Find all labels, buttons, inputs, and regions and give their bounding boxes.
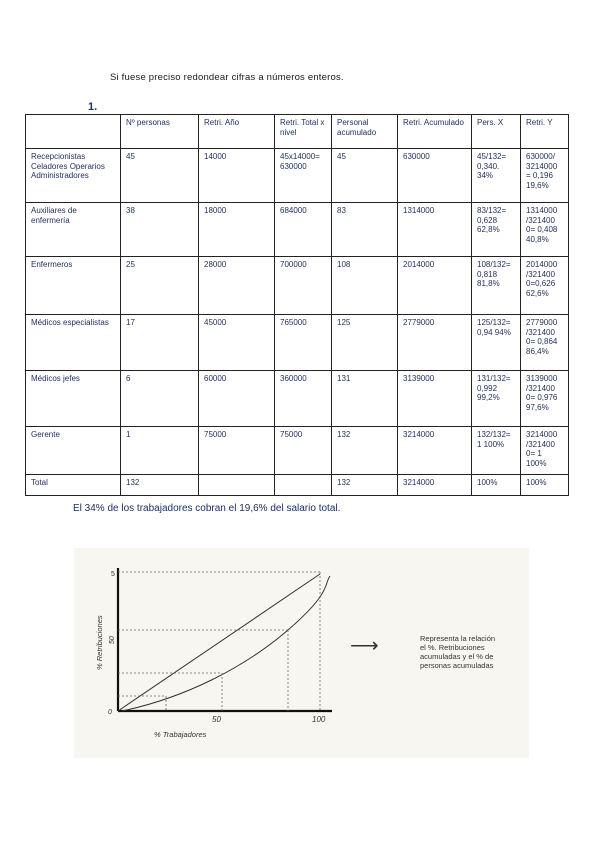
header-cell: Nº personas: [121, 115, 199, 149]
y-tick-top: 5: [111, 571, 115, 578]
cell-pers-x: 108/132= 0,818 81,8%: [472, 257, 521, 315]
cell-retri-total: 75000: [275, 427, 332, 475]
cell-personal-acum: 108: [332, 257, 398, 315]
salary-table: [25, 114, 569, 496]
table-row: [26, 203, 569, 257]
lorenz-curve-figure: [74, 548, 529, 758]
cell-pers-x: 125/132= 0,94 94%: [472, 315, 521, 371]
table-row: [26, 371, 569, 427]
cell-retri-acum: 1314000: [398, 203, 472, 257]
y-axis-label: % Retribuciones: [95, 615, 104, 670]
cell-retri-acum: 2014000: [398, 257, 472, 315]
cell-retri-anio: 18000: [199, 203, 275, 257]
cell-retri-y: 3214000 /321400 0= 1 100%: [521, 427, 569, 475]
total-personal-acum: 132: [332, 475, 398, 496]
cell-pers-x: 132/132= 1 100%: [472, 427, 521, 475]
table-row: [26, 315, 569, 371]
section-number: 1.: [88, 101, 98, 113]
total-retri-anio: [199, 475, 275, 496]
header-cell: [26, 115, 121, 149]
note-line: Representa la relación: [420, 634, 496, 643]
row-label: Médicos especialistas: [26, 315, 121, 371]
cell-retri-total: 360000: [275, 371, 332, 427]
cell-retri-total: 45x14000= 630000: [275, 149, 332, 203]
cell-retri-anio: 14000: [199, 149, 275, 203]
equality-line: [118, 574, 320, 711]
cell-pers-x: 83/132= 0,628 62,8%: [472, 203, 521, 257]
header-cell: Retri. Acumulado: [398, 115, 472, 149]
cell-personas: 45: [121, 149, 199, 203]
cell-personas: 6: [121, 371, 199, 427]
summary-text: El 34% de los trabajadores cobran el 19,6% del salario total.: [73, 503, 341, 514]
row-label: Gerente: [26, 427, 121, 475]
cell-retri-y: 2779000 /321400 0= 0,864 86,4%: [521, 315, 569, 371]
header-cell: Retri. Total x nivel: [275, 115, 332, 149]
cell-retri-acum: 3214000: [398, 427, 472, 475]
cell-retri-total: 765000: [275, 315, 332, 371]
y-tick-mid: 50: [109, 636, 116, 644]
table-header-row: [26, 115, 569, 149]
note-line: acumuladas y el % de: [420, 652, 494, 661]
table-row: [26, 427, 569, 475]
lorenz-curve: [122, 576, 330, 711]
cell-personal-acum: 83: [332, 203, 398, 257]
total-retri-total: [275, 475, 332, 496]
cell-retri-y: 2014000 /321400 0=0,626 62,6%: [521, 257, 569, 315]
intro-text: Si fuese preciso redondear cifras a números enteros.: [110, 72, 344, 83]
cell-retri-acum: 630000: [398, 149, 472, 203]
cell-retri-y: 3139000 /321400 0= 0,976 97,6%: [521, 371, 569, 427]
cell-personal-acum: 45: [332, 149, 398, 203]
total-retri-y: 100%: [521, 475, 569, 496]
cell-personal-acum: 131: [332, 371, 398, 427]
total-retri-acum: 3214000: [398, 475, 472, 496]
header-cell: Retri. Año: [199, 115, 275, 149]
cell-retri-anio: 75000: [199, 427, 275, 475]
x-tick-mid: 50: [212, 715, 221, 724]
cell-pers-x: 45/132= 0,340. 34%: [472, 149, 521, 203]
cell-retri-y: 630000/ 3214000 = 0,196 19,6%: [521, 149, 569, 203]
arrow-icon: ⟶: [350, 635, 379, 657]
cell-personal-acum: 132: [332, 427, 398, 475]
x-axis-label: % Trabajadores: [154, 730, 207, 739]
row-label: Recepcionistas Celadores Operarios Administradores: [26, 149, 121, 203]
table-row: [26, 149, 569, 203]
cell-retri-acum: 3139000: [398, 371, 472, 427]
row-label: Enfermeros: [26, 257, 121, 315]
row-label: Médicos jefes: [26, 371, 121, 427]
cell-retri-total: 684000: [275, 203, 332, 257]
row-label: Auxiliares de enfermería: [26, 203, 121, 257]
origin-label: 0: [108, 709, 112, 716]
cell-personas: 1: [121, 427, 199, 475]
lorenz-curve-sketch: [74, 548, 529, 758]
cell-personas: 25: [121, 257, 199, 315]
table-row: [26, 257, 569, 315]
cell-retri-acum: 2779000: [398, 315, 472, 371]
cell-retri-y: 1314000 /321400 0= 0,408 40,8%: [521, 203, 569, 257]
cell-personas: 17: [121, 315, 199, 371]
cell-personas: 38: [121, 203, 199, 257]
x-tick-end: 100: [312, 715, 326, 724]
header-cell: Pers. X: [472, 115, 521, 149]
note-line: el %. Retribuciones: [420, 643, 485, 652]
cell-retri-anio: 45000: [199, 315, 275, 371]
cell-retri-total: 700000: [275, 257, 332, 315]
table-total-row: [26, 475, 569, 496]
total-label: Total: [26, 475, 121, 496]
cell-retri-anio: 28000: [199, 257, 275, 315]
header-cell: Personal acumulado: [332, 115, 398, 149]
cell-pers-x: 131/132= 0,992 99,2%: [472, 371, 521, 427]
header-cell: Retri. Y: [521, 115, 569, 149]
total-personas: 132: [121, 475, 199, 496]
cell-retri-anio: 60000: [199, 371, 275, 427]
total-pers-x: 100%: [472, 475, 521, 496]
cell-personal-acum: 125: [332, 315, 398, 371]
note-line: personas acumuladas: [420, 661, 494, 670]
